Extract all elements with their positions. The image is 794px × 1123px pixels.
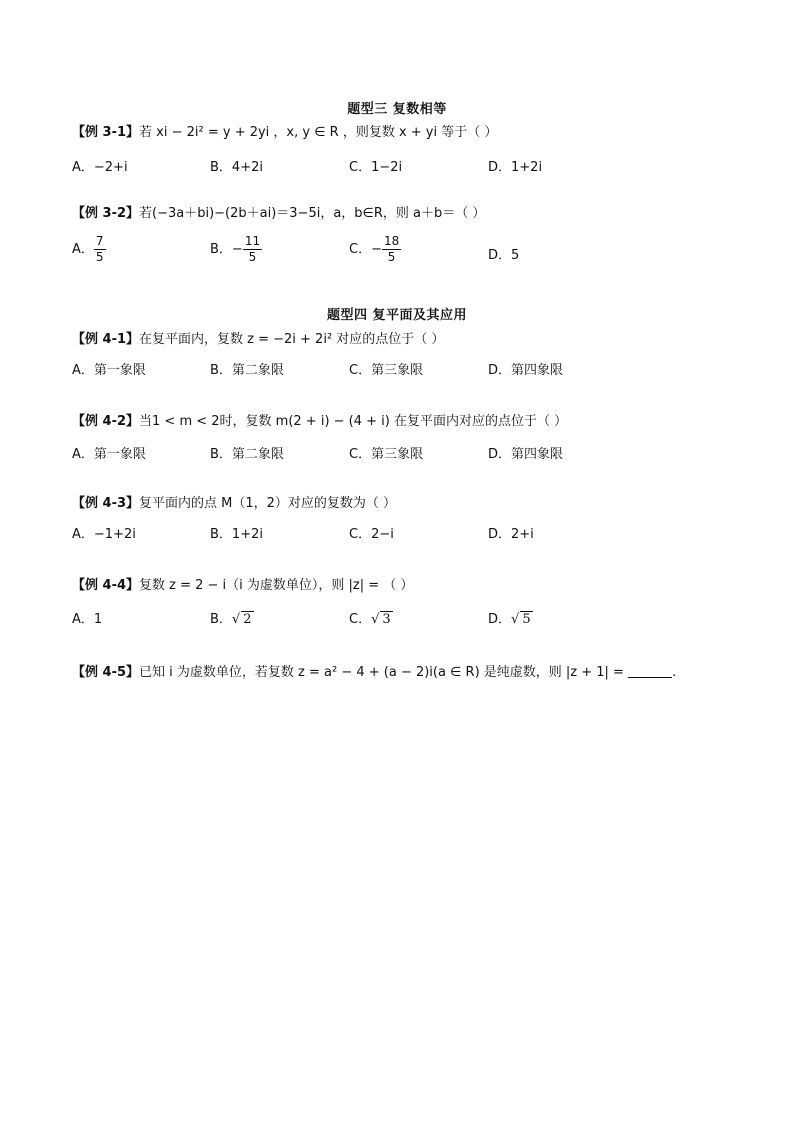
radicand: 2 [243,612,252,627]
fraction-numerator: 7 [95,234,104,248]
question-4-2 [72,413,732,431]
option-d[interactable]: D．1+2i [488,160,543,175]
option-b[interactable] [210,608,254,627]
question-tag: 【例 3-1】 [72,125,140,140]
fraction-denominator: 5 [248,250,257,264]
fraction-numerator: 18 [383,234,400,248]
fraction [94,234,106,265]
option-label: C． [349,612,372,627]
question-text: 已知 i 为虚数单位，若复数 z = a² − 4 + (a − 2)i(a ∈ R) 是纯虚数，则 |z + 1| = [139,665,629,680]
fraction-denominator: 5 [95,250,104,264]
question-4-5 [72,664,732,682]
option-label: B．− [210,242,243,257]
option-b[interactable]: B．4+2i [210,160,263,175]
sentence-end: . [672,665,677,680]
option-a[interactable]: A．1 [72,612,103,627]
option-d[interactable]: D．2+i [488,527,534,542]
option-d[interactable]: D．第四象限 [488,447,564,462]
section-title-4: 题型四 复平面及其应用 [326,308,468,323]
question-tag: 【例 4-5】 [72,665,140,680]
option-c[interactable]: C．2−i [349,527,394,542]
question-tag: 【例 3-2】 [72,206,140,221]
option-a[interactable]: A．−2+i [72,160,128,175]
sqrt-sign: √ [371,612,380,627]
options-3-1 [72,156,732,196]
option-d[interactable]: D．5 [488,248,520,263]
question-tag: 【例 4-3】 [72,496,140,511]
question-text: 复平面内的点 M（1，2）对应的复数为（ ） [139,496,397,511]
fraction-denominator: 5 [387,250,396,264]
option-b[interactable]: B．1+2i [210,527,263,542]
option-label: D． [488,612,512,627]
option-c[interactable]: C．1−2i [349,160,403,175]
answer-blank[interactable] [628,665,672,678]
fraction-numerator: 11 [244,234,261,248]
option-a[interactable]: A．第一象限 [72,363,146,378]
option-d[interactable]: D．第四象限 [488,363,564,378]
question-4-1 [72,331,732,349]
sqrt-sign: √ [511,612,520,627]
option-c[interactable]: C．第三象限 [349,363,424,378]
question-tag: 【例 4-2】 [72,414,140,429]
question-tag: 【例 4-4】 [72,578,140,593]
radicand: 5 [522,612,531,627]
question-text: 若(−3a＋bi)−(2b＋ai)＝3−5i，a，b∈R，则 a＋b＝（ ） [139,206,486,221]
option-d[interactable] [488,608,533,627]
option-b[interactable]: B．第二象限 [210,447,284,462]
question-3-1 [72,124,732,142]
question-3-2 [72,205,732,223]
option-c[interactable]: C．第三象限 [349,447,424,462]
question-text: 在复平面内，复数 z = −2i + 2i² 对应的点位于（ ） [139,332,445,347]
option-c[interactable] [349,608,393,627]
fraction [382,234,401,265]
options-4-3 [72,523,732,563]
sqrt-sign: √ [231,612,241,627]
question-text: 当1 < m < 2时，复数 m(2 + i) − (4 + i) 在复平面内对应的点位于（ ） [139,414,568,429]
option-c[interactable] [349,234,401,265]
option-label: B． [210,612,232,627]
option-b[interactable] [210,234,262,265]
option-a[interactable] [72,234,106,265]
option-label: C．− [349,242,382,257]
option-label: A． [72,242,94,257]
fraction [243,234,262,265]
question-text: 若 xi − 2i² = y + 2yi ，x, y ∈ R ，则复数 x + yi 等于（ ） [139,125,498,140]
option-a[interactable]: A．第一象限 [72,447,146,462]
question-text: 复数 z = 2 − i（i 为虚数单位），则 |z| = （ ） [139,578,414,593]
section-title-3: 题型三 复数相等 [347,102,447,117]
options-4-2 [72,443,732,483]
question-tag: 【例 4-1】 [72,332,140,347]
question-4-4 [72,577,732,595]
option-b[interactable]: B．第二象限 [210,363,284,378]
options-3-2 [72,234,732,274]
radicand: 3 [382,612,391,627]
option-a[interactable]: A．−1+2i [72,527,136,542]
options-4-4 [72,608,732,648]
question-4-3 [72,495,732,513]
options-4-1 [72,359,732,399]
